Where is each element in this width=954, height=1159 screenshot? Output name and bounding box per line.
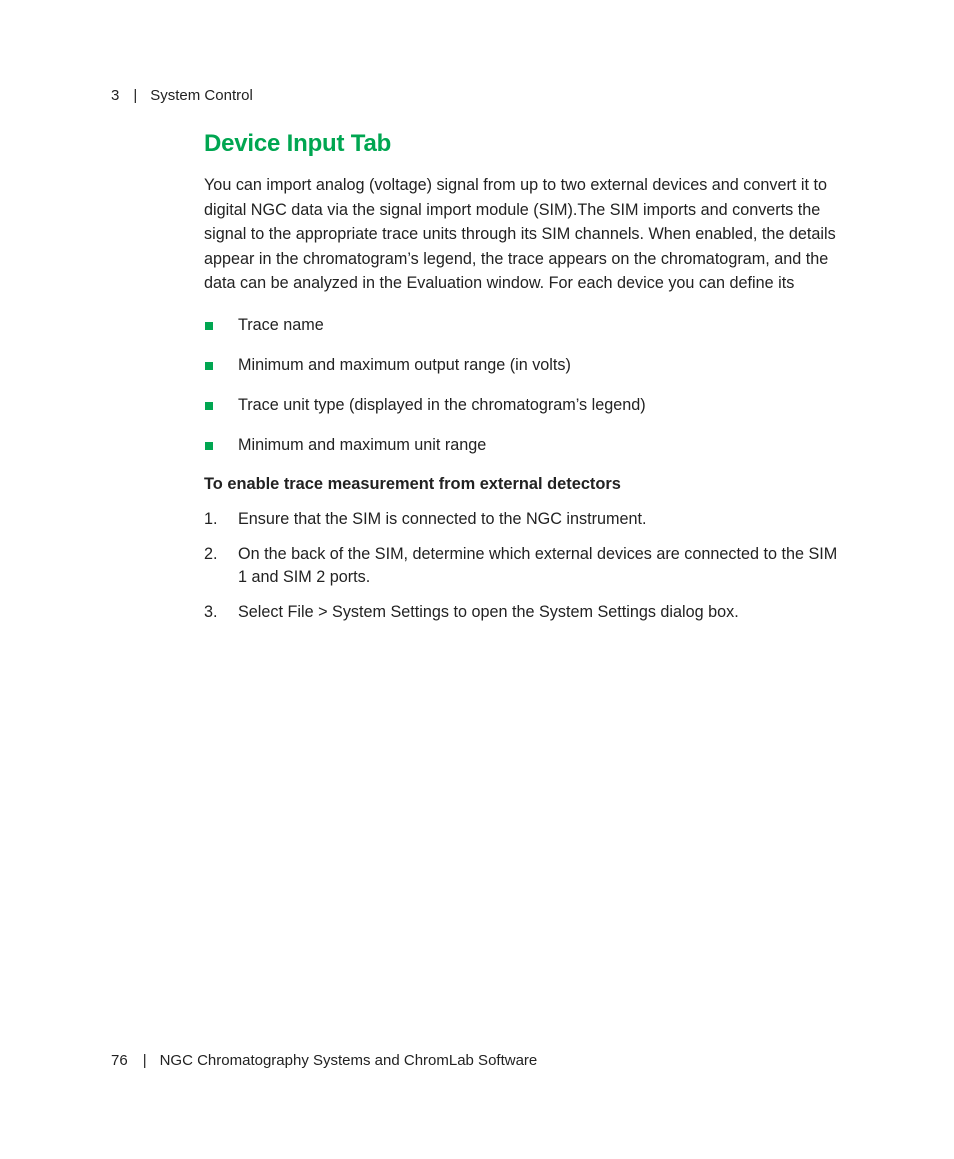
running-header <box>111 87 253 104</box>
feature-list <box>204 314 844 456</box>
footer-separator: | <box>142 1052 147 1069</box>
procedure-title: To enable trace measurement from external detectors <box>204 474 621 493</box>
intro-paragraph: You can import analog (voltage) signal from up to two external devices and convert it to digital NGC data via the signal import module (SIM).The SIM imports and converts the signal to the appropriate trace units through its SIM channels. When enabled, the details appear in the chromatogram’s legend, the trace appears on the chromatogram, and the data can be analyzed in the Evaluation window. For each device you can define its <box>204 176 836 293</box>
bullet-square-icon <box>205 402 213 410</box>
step-text: On the back of the SIM, determine which external devices are connected to the SIM 1 and SIM 2 ports. <box>238 544 838 586</box>
step-text: Select File > System Settings to open the System Settings dialog box. <box>238 602 739 621</box>
list-item <box>204 434 844 456</box>
bullet-square-icon <box>205 322 213 330</box>
step-item <box>204 508 844 531</box>
step-number: 2. <box>204 544 218 563</box>
bullet-square-icon <box>205 442 213 450</box>
chapter-title: System Control <box>150 87 253 104</box>
main-content <box>204 128 844 636</box>
list-item-text: Minimum and maximum unit range <box>238 435 487 454</box>
step-number: 3. <box>204 602 218 621</box>
step-text: Ensure that the SIM is connected to the NGC instrument. <box>238 509 647 528</box>
procedure-steps <box>204 508 844 624</box>
chapter-number: 3 <box>111 87 120 104</box>
bullet-square-icon <box>205 362 213 370</box>
book-title: NGC Chromatography Systems and ChromLab Software <box>159 1052 538 1069</box>
header-separator: | <box>133 87 138 104</box>
list-item <box>204 314 844 336</box>
step-item <box>204 601 844 624</box>
list-item <box>204 394 844 416</box>
step-number: 1. <box>204 509 218 528</box>
page-number: 76 <box>111 1052 128 1069</box>
step-item <box>204 543 844 589</box>
list-item-text: Trace unit type (displayed in the chromatogram’s legend) <box>238 395 646 414</box>
running-footer <box>111 1052 537 1069</box>
list-item <box>204 354 844 376</box>
section-title: Device Input Tab <box>204 130 392 157</box>
list-item-text: Trace name <box>238 315 324 334</box>
list-item-text: Minimum and maximum output range (in volts) <box>238 355 571 374</box>
